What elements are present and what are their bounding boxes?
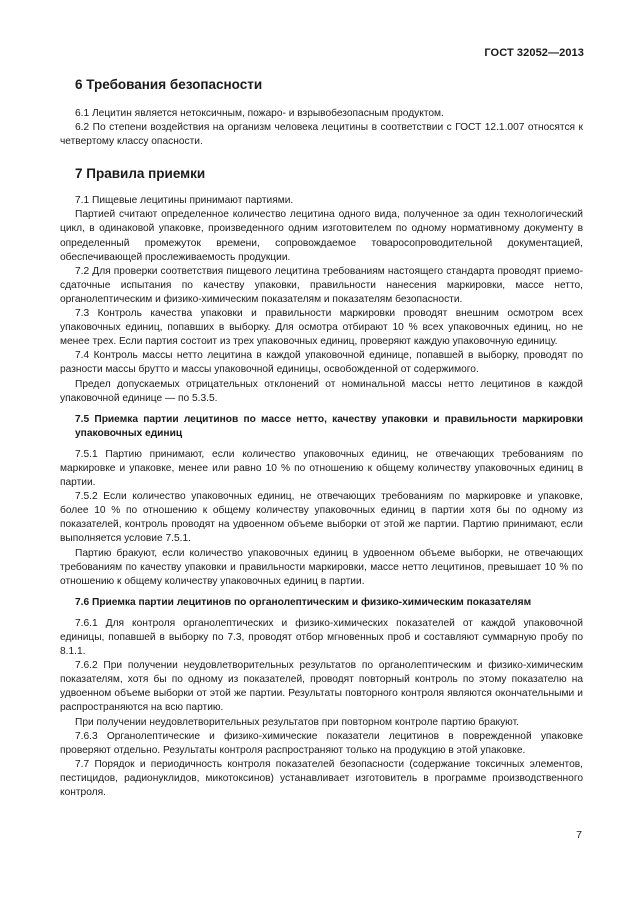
paragraph-tolerance: Предел допускаемых отрицательных отклонений от номинальной массы нетто лецитинов в каждой упаковочной единице — по 5.3.5. <box>60 378 583 404</box>
paragraph-7-2: 7.2 Для проверки соответствия пищевого лецитина требованиям настоящего стандарта проводят приемо-сдаточные испытания по качеству упаковки, правильности нанесения маркировки, массе нетто, органолептическим и физико-химическим показателям и показателям безопасности. <box>60 265 583 305</box>
subsection-7-5-title: 7.5 Приемка партии лецитинов по массе нетто, качеству упаковки и правильности маркировки упаковочных единиц <box>75 413 583 439</box>
paragraph-batch-definition: Партией считают определенное количество лецитина одного вида, полученное за один технологический цикл, в одинаковой упаковке, произведенного одним изготовителем по одному нормативному документу в определенный промежуток времени, сопровождаемое товаросопроводительной документацией, обеспечивающей прослеживаемость продукции. <box>60 209 583 263</box>
paragraph-7-3: 7.3 Контроль качества упаковки и правильности маркировки проводят внешним осмотром всех упаковочных единиц, попавших в выборку. Для осмотра отбирают 10 % всех упаковочных единиц, но не менее трех. Если партия состоит из трех упаковочных единиц, проверяют каждую упаковочную единицу. <box>60 308 583 348</box>
subsection-7-6-title: 7.6 Приемка партии лецитинов по органолептическим и физико-химическим показателям <box>75 596 532 608</box>
section-7-title: 7 Правила приемки <box>75 166 206 182</box>
paragraph-6-2: 6.2 По степени воздействия на организм человека лецитины в соответствии с ГОСТ 12.1.007 относятся к четвертому классу опасности. <box>60 122 583 148</box>
paragraph-7-5-1: 7.5.1 Партию принимают, если количество упаковочных единиц, не отвечающих требованиям по маркировке и упаковке, менее или равно 10 % по отношению к общему количеству упаковочных единиц в партии. <box>60 448 583 489</box>
paragraph-7-6-3: 7.6.3 Органолептические и физико-химические показатели лецитинов в поврежденной упаковке проверяют отдельно. Результаты контроля распространяют только на продукцию в этой упаковке. <box>60 730 583 756</box>
paragraph-7-1: 7.1 Пищевые лецитины принимают партиями. <box>75 195 294 207</box>
paragraph-7-6-1: 7.6.1 Для контроля органолептических и физико-химических показателей от каждой упаковочной единицы, попавшей в выборку по 7.3, проводят отбор мгновенных проб и составляют суммарную пробу по 8.1.1. <box>60 617 583 658</box>
paragraph-7-6-2: 7.6.2 При получении неудовлетворительных результатов по органолептическим и физико-химическим показателям, хотя бы по одному из показателей, проводят повторный контроль по этому показателю на удвоенном объеме выборки от этой же партии. Результаты повторного контроля являются окончательными и распространяются на всю партию. <box>60 660 583 714</box>
paragraph-7-4: 7.4 Контроль массы нетто лецитина в каждой упаковочной единице, попавшей в выборку, проводят по разности массы брутто и массы упаковочной единицы, освобожденной от содержимого. <box>60 350 583 376</box>
document-code: ГОСТ 32052—2013 <box>484 47 584 59</box>
section-6-title: 6 Требования безопасности <box>75 77 263 92</box>
page-content <box>60 76 583 800</box>
paragraph-6-1: 6.1 Лецитин является нетоксичным, пожаро- и взрывобезопасным продуктом. <box>75 108 444 119</box>
paragraph-7-5-reject: Партию бракуют, если количество упаковочных единиц в удвоенном объеме выборки, не отвечающих требованиям по качеству упаковки и правильности маркировки, массе нетто лецитинов, превышает 10 % по отношению к общему количеству упаковочных единиц в партии. <box>60 547 583 587</box>
paragraph-7-5-2: 7.5.2 Если количество упаковочных единиц, не отвечающих требованиям по маркировке и упаковке, более 10 % по отношению к общему количеству упаковочных единиц в партии хотя бы по одному из показателей, контроль проводят на удвоенном объеме выборки от этой же партии. Партию принимают, если выполняется условие 7.5.1. <box>60 491 583 545</box>
page-number: 7 <box>576 829 582 841</box>
paragraph-7-7: 7.7 Порядок и периодичность контроля показателей безопасности (содержание токсичных элементов, пестицидов, радионуклидов, микотоксинов) устанавливает изготовитель в программе производственного контроля. <box>60 758 583 799</box>
paragraph-7-6-reject: При получении неудовлетворительных результатов при повторном контроле партию бракуют. <box>75 716 519 728</box>
